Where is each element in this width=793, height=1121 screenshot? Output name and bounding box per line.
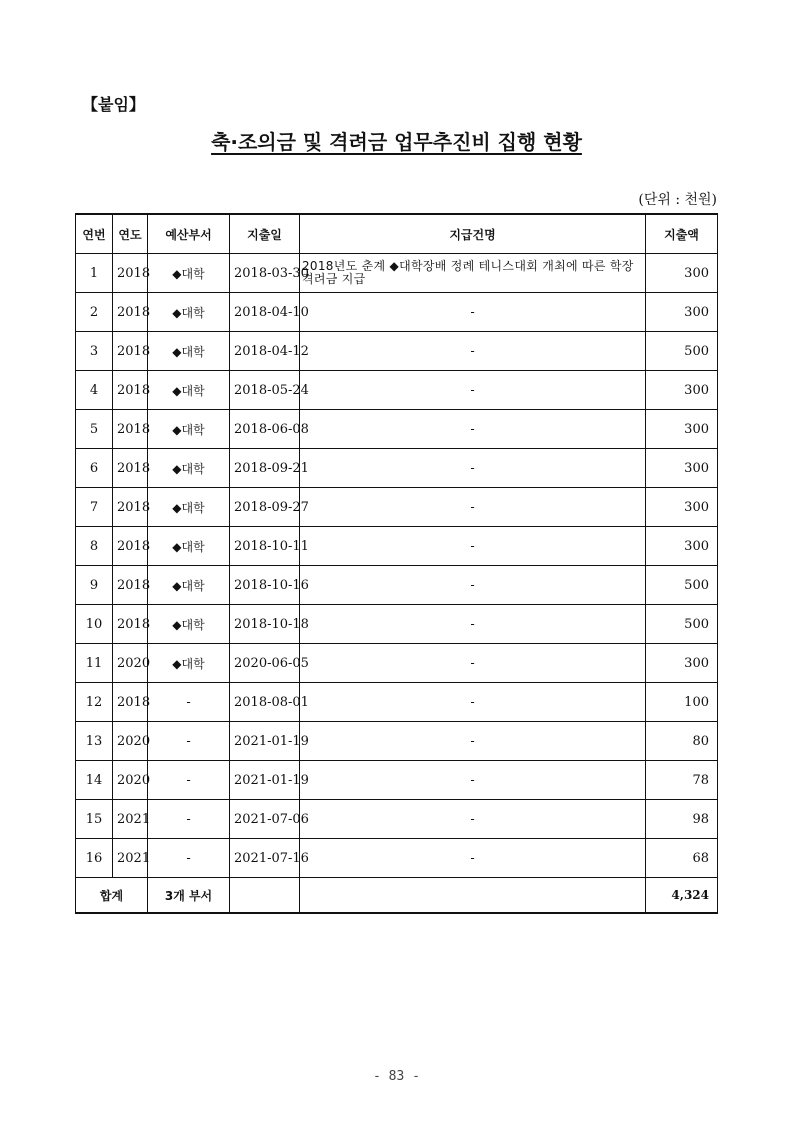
cell-amount: 300 xyxy=(646,410,718,449)
cell-no: 4 xyxy=(76,371,113,410)
document-title-text: 축·조의금 및 격려금 업무추진비 집행 현황 xyxy=(211,130,582,154)
cell-dept: ◆대학 xyxy=(148,527,230,566)
cell-date: 2020-06-05 xyxy=(230,644,300,683)
cell-desc: - xyxy=(300,644,646,683)
cell-year: 2018 xyxy=(113,332,148,371)
cell-no: 8 xyxy=(76,527,113,566)
table-row xyxy=(76,449,718,488)
cell-amount: 80 xyxy=(646,722,718,761)
cell-desc: - xyxy=(300,800,646,839)
cell-year: 2020 xyxy=(113,722,148,761)
cell-date: 2021-07-06 xyxy=(230,800,300,839)
cell-dept: ◆대학 xyxy=(148,566,230,605)
cell-desc: - xyxy=(300,371,646,410)
table-row xyxy=(76,566,718,605)
cell-desc: - xyxy=(300,683,646,722)
cell-amount: 100 xyxy=(646,683,718,722)
cell-date: 2018-03-30 xyxy=(230,254,300,293)
table-row xyxy=(76,644,718,683)
cell-dept: ◆대학 xyxy=(148,254,230,293)
cell-dept: ◆대학 xyxy=(148,371,230,410)
unit-note: (단위 : 천원) xyxy=(638,192,717,208)
table-row xyxy=(76,527,718,566)
cell-amount: 500 xyxy=(646,332,718,371)
cell-date: 2021-01-19 xyxy=(230,722,300,761)
cell-amount: 300 xyxy=(646,644,718,683)
cell-amount: 300 xyxy=(646,293,718,332)
cell-dept: - xyxy=(148,683,230,722)
table-row xyxy=(76,371,718,410)
header-amount: 지출액 xyxy=(646,214,718,254)
total-desc xyxy=(300,878,646,914)
header-year: 연도 xyxy=(113,214,148,254)
cell-dept: ◆대학 xyxy=(148,605,230,644)
cell-dept: - xyxy=(148,839,230,878)
cell-year: 2021 xyxy=(113,839,148,878)
cell-date: 2018-09-27 xyxy=(230,488,300,527)
table-header-row xyxy=(76,214,718,254)
table-row xyxy=(76,332,718,371)
cell-amount: 300 xyxy=(646,527,718,566)
page-number: - 83 - xyxy=(373,1069,420,1084)
cell-no: 11 xyxy=(76,644,113,683)
cell-desc: - xyxy=(300,488,646,527)
cell-amount: 68 xyxy=(646,839,718,878)
cell-no: 13 xyxy=(76,722,113,761)
cell-desc: - xyxy=(300,332,646,371)
cell-no: 3 xyxy=(76,332,113,371)
cell-date: 2018-10-16 xyxy=(230,566,300,605)
header-dept: 예산부서 xyxy=(148,214,230,254)
document-title xyxy=(0,126,793,155)
table-row xyxy=(76,488,718,527)
cell-dept: ◆대학 xyxy=(148,332,230,371)
cell-dept: ◆대학 xyxy=(148,449,230,488)
cell-desc: - xyxy=(300,605,646,644)
cell-dept: - xyxy=(148,800,230,839)
table-row xyxy=(76,839,718,878)
header-desc: 지급건명 xyxy=(300,214,646,254)
cell-amount: 300 xyxy=(646,488,718,527)
cell-dept: - xyxy=(148,722,230,761)
table-row xyxy=(76,683,718,722)
header-no: 연번 xyxy=(76,214,113,254)
total-row xyxy=(76,878,718,914)
cell-date: 2021-01-19 xyxy=(230,761,300,800)
cell-amount: 300 xyxy=(646,371,718,410)
cell-year: 2021 xyxy=(113,800,148,839)
cell-no: 1 xyxy=(76,254,113,293)
cell-year: 2018 xyxy=(113,254,148,293)
total-amount: 4,324 xyxy=(646,878,718,914)
cell-year: 2020 xyxy=(113,644,148,683)
table-row xyxy=(76,761,718,800)
cell-no: 10 xyxy=(76,605,113,644)
cell-date: 2021-07-16 xyxy=(230,839,300,878)
cell-year: 2018 xyxy=(113,488,148,527)
cell-desc: - xyxy=(300,839,646,878)
total-label: 합계 xyxy=(76,878,148,914)
attachment-label: 【붙임】 xyxy=(82,95,145,114)
cell-no: 15 xyxy=(76,800,113,839)
cell-desc: - xyxy=(300,566,646,605)
cell-year: 2018 xyxy=(113,449,148,488)
cell-year: 2018 xyxy=(113,566,148,605)
total-dept: 3개 부서 xyxy=(148,878,230,914)
table-row xyxy=(76,800,718,839)
cell-amount: 500 xyxy=(646,605,718,644)
cell-desc: - xyxy=(300,410,646,449)
total-date xyxy=(230,878,300,914)
cell-amount: 300 xyxy=(646,254,718,293)
cell-year: 2018 xyxy=(113,683,148,722)
cell-date: 2018-06-08 xyxy=(230,410,300,449)
cell-date: 2018-04-12 xyxy=(230,332,300,371)
table-row xyxy=(76,293,718,332)
cell-date: 2018-08-01 xyxy=(230,683,300,722)
cell-year: 2018 xyxy=(113,410,148,449)
cell-dept: ◆대학 xyxy=(148,488,230,527)
table-row xyxy=(76,410,718,449)
cell-year: 2018 xyxy=(113,293,148,332)
cell-date: 2018-10-18 xyxy=(230,605,300,644)
cell-no: 9 xyxy=(76,566,113,605)
table-row xyxy=(76,254,718,293)
cell-dept: - xyxy=(148,761,230,800)
cell-year: 2018 xyxy=(113,527,148,566)
cell-no: 12 xyxy=(76,683,113,722)
cell-year: 2018 xyxy=(113,605,148,644)
cell-amount: 78 xyxy=(646,761,718,800)
table-row xyxy=(76,722,718,761)
cell-date: 2018-09-21 xyxy=(230,449,300,488)
expense-table xyxy=(75,213,718,914)
cell-dept: ◆대학 xyxy=(148,410,230,449)
table-row xyxy=(76,605,718,644)
cell-no: 6 xyxy=(76,449,113,488)
cell-amount: 98 xyxy=(646,800,718,839)
cell-desc: - xyxy=(300,449,646,488)
cell-no: 5 xyxy=(76,410,113,449)
cell-dept: ◆대학 xyxy=(148,644,230,683)
cell-desc: 2018년도 춘계 ◆대학장배 정례 테니스대회 개최에 따른 학장격려금 지급 xyxy=(300,254,646,293)
cell-desc: - xyxy=(300,761,646,800)
cell-no: 2 xyxy=(76,293,113,332)
cell-desc: - xyxy=(300,527,646,566)
cell-amount: 300 xyxy=(646,449,718,488)
cell-date: 2018-05-24 xyxy=(230,371,300,410)
cell-no: 16 xyxy=(76,839,113,878)
cell-year: 2018 xyxy=(113,371,148,410)
cell-desc: - xyxy=(300,722,646,761)
cell-year: 2020 xyxy=(113,761,148,800)
cell-desc: - xyxy=(300,293,646,332)
cell-date: 2018-04-10 xyxy=(230,293,300,332)
cell-amount: 500 xyxy=(646,566,718,605)
header-date: 지출일 xyxy=(230,214,300,254)
cell-no: 14 xyxy=(76,761,113,800)
cell-dept: ◆대학 xyxy=(148,293,230,332)
cell-no: 7 xyxy=(76,488,113,527)
cell-date: 2018-10-11 xyxy=(230,527,300,566)
